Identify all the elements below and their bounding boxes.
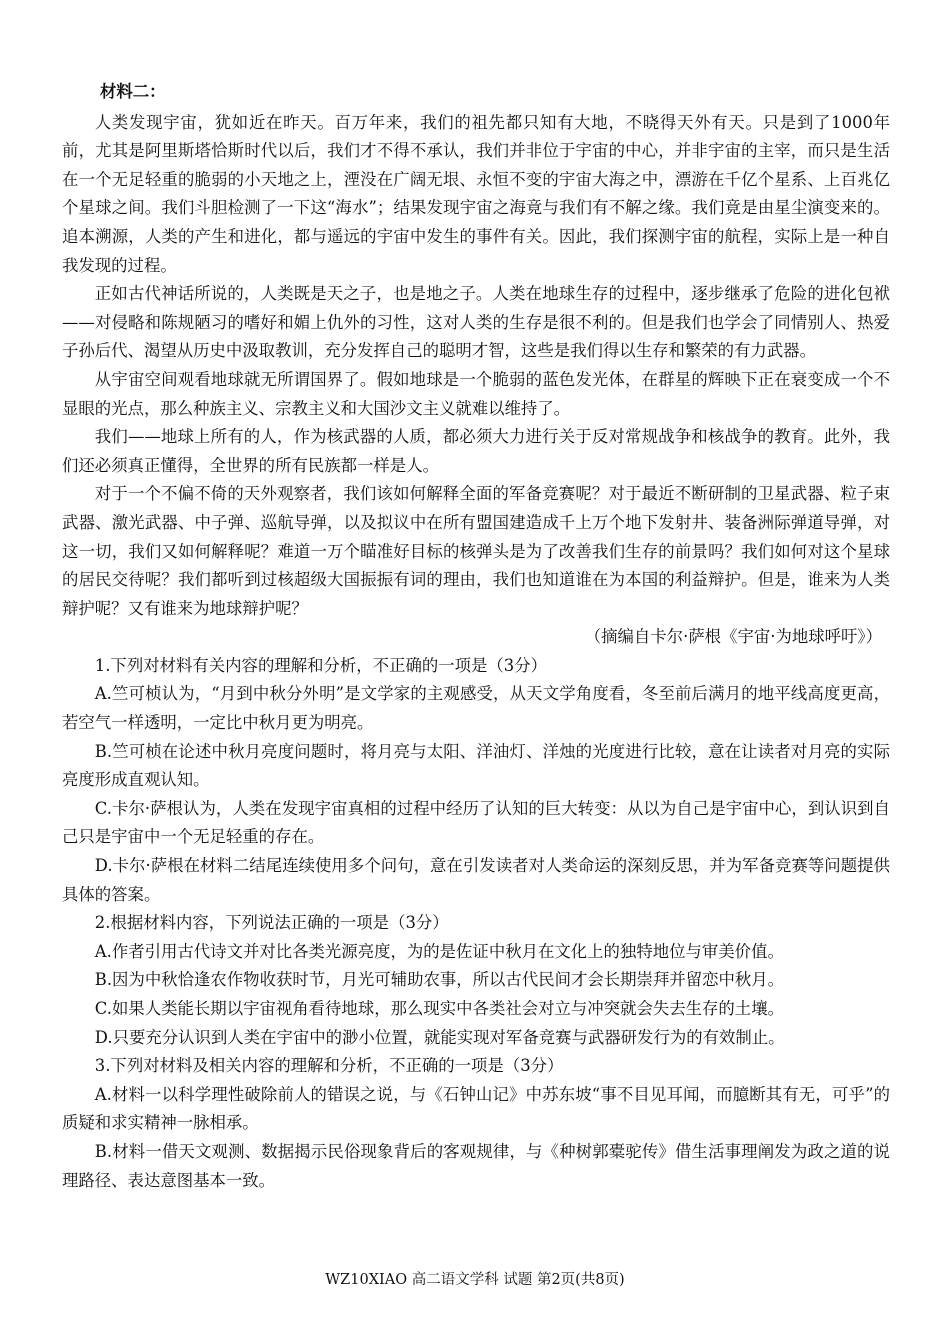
- material-paragraph: 人类发现宇宙，犹如近在昨天。百万年来，我们的祖先都只知有大地，不晓得天外有天。只是到了1000年前，尤其是阿里斯塔恰斯时代以后，我们才不得不承认，我们并非位于宇宙的中心，并非宇宙的主宰，而只是生活在一个无足轻重的脆弱的小天地之上，湮没在广阔无垠、永恒不变的宇宙大海之中，漂游在千亿个星系、上百兆亿个星球之间。我们斗胆检测了一下这“海水”；结果发现宇宙之海竟与我们有不解之缘。我们竟是由星尘演变来的。追本溯源，人类的产生和进化，都与遥远的宇宙中发生的事件有关。因此，我们探测宇宙的航程，实际上是一种自我发现的过程。: [62, 112, 890, 275]
- material-paragraph: 正如古代神话所说的，人类既是天之子，也是地之子。人类在地球生存的过程中，逐步继承了危险的进化包袱——对侵略和陈规陋习的嗜好和媚上仇外的习性，这对人类的生存是很不利的。但是我们也学会了同情别人、热爱子孙后代、渴望从历史中汲取教训，充分发挥自己的聪明才智，这些是我们得以生存和繁荣的有力武器。: [62, 284, 890, 361]
- material-paragraph: 对于一个不偏不倚的天外观察者，我们该如何解释全面的军备竞赛呢？对于最近不断研制的卫星武器、粒子束武器、激光武器、中子弹、巡航导弹，以及拟议中在所有盟国建造成千上万个地下发射井、装备洲际弹道导弹，对这一切，我们又如何解释呢？难道一万个瞄准好目标的核弹头是为了改善我们生存的前景吗？我们如何对这个星球的居民交待呢？我们都听到过核超级大国振振有词的理由，我们也知道谁在为本国的利益辩护。但是，谁来为人类辩护呢？又有谁来为地球辩护呢？: [62, 484, 890, 618]
- answer-option: B.材料一借天文观测、数据揭示民俗现象背后的客观规律，与《种树郭橐驼传》借生活事理阐发为政之道的说理路径、表达意图基本一致。: [62, 1141, 890, 1190]
- answer-option: C.如果人类能长期以宇宙视角看待地球，那么现实中各类社会对立与冲突就会失去生存的土壤。: [94, 999, 784, 1018]
- page-content: [62, 78, 890, 1195]
- answer-option: B.竺可桢在论述中秋月亮度问题时，将月亮与太阳、洋油灯、洋烛的光度进行比较，意在让读者对月亮的实际亮度形成直观认知。: [62, 741, 890, 790]
- section-title: 材料二：: [100, 82, 166, 101]
- question-stem: 1.下列对材料有关内容的理解和分析，不正确的一项是（3分）: [94, 655, 548, 675]
- source-citation: （摘编自卡尔·萨根《宇宙·为地球呼吁》）: [584, 627, 882, 647]
- question-stem: 3.下列对材料及相关内容的理解和分析，不正确的一项是（3分）: [94, 1056, 564, 1076]
- material-paragraph: 我们——地球上所有的人，作为核武器的人质，都必须大力进行关于反对常规战争和核战争的教育。此外，我们还必须真正懂得，全世界的所有民族都一样是人。: [62, 427, 890, 475]
- answer-option: D.卡尔·萨根在材料二结尾连续使用多个问句，意在引发读者对人类命运的深刻反思，并为军备竞赛等问题提供具体的答案。: [62, 856, 890, 904]
- answer-option: D.只要充分认识到人类在宇宙中的渺小位置，就能实现对军备竞赛与武器研发行为的有效制止。: [94, 1027, 785, 1047]
- answer-option: A.材料一以科学理性破除前人的错误之说，与《石钟山记》中苏东坡“事不目见耳闻，而臆断其有无，可乎”的质疑和求实精神一脉相承。: [62, 1084, 890, 1133]
- page-footer: WZ10XIAO 高二语文学科 试题 第2页(共8页): [325, 1272, 625, 1288]
- answer-option: B.因为中秋恰逢农作物收获时节，月光可辅助农事，所以古代民间才会长期崇拜并留恋中秋月。: [94, 970, 785, 990]
- answer-option: A.竺可桢认为，“月到中秋分外明”是文学家的主观感受，从天文学角度看，冬至前后满月的地平线高度更高，若空气一样透明，一定比中秋月更为明亮。: [62, 684, 890, 733]
- material-paragraph: 从宇宙空间观看地球就无所谓国界了。假如地球是一个脆弱的蓝色发光体，在群星的辉映下正在衰变成一个不显眼的光点，那么种族主义、宗教主义和大国沙文主义就难以维持了。: [62, 369, 890, 418]
- answer-option: A.作者引用古代诗文并对比各类光源亮度，为的是佐证中秋月在文化上的独特地位与审美价值。: [94, 941, 784, 961]
- answer-option: C.卡尔·萨根认为，人类在发现宇宙真相的过程中经历了认知的巨大转变：从以为自己是宇宙中心，到认识到自己只是宇宙中一个无足轻重的存在。: [62, 798, 890, 847]
- question-stem: 2.根据材料内容，下列说法正确的一项是（3分）: [94, 913, 449, 933]
